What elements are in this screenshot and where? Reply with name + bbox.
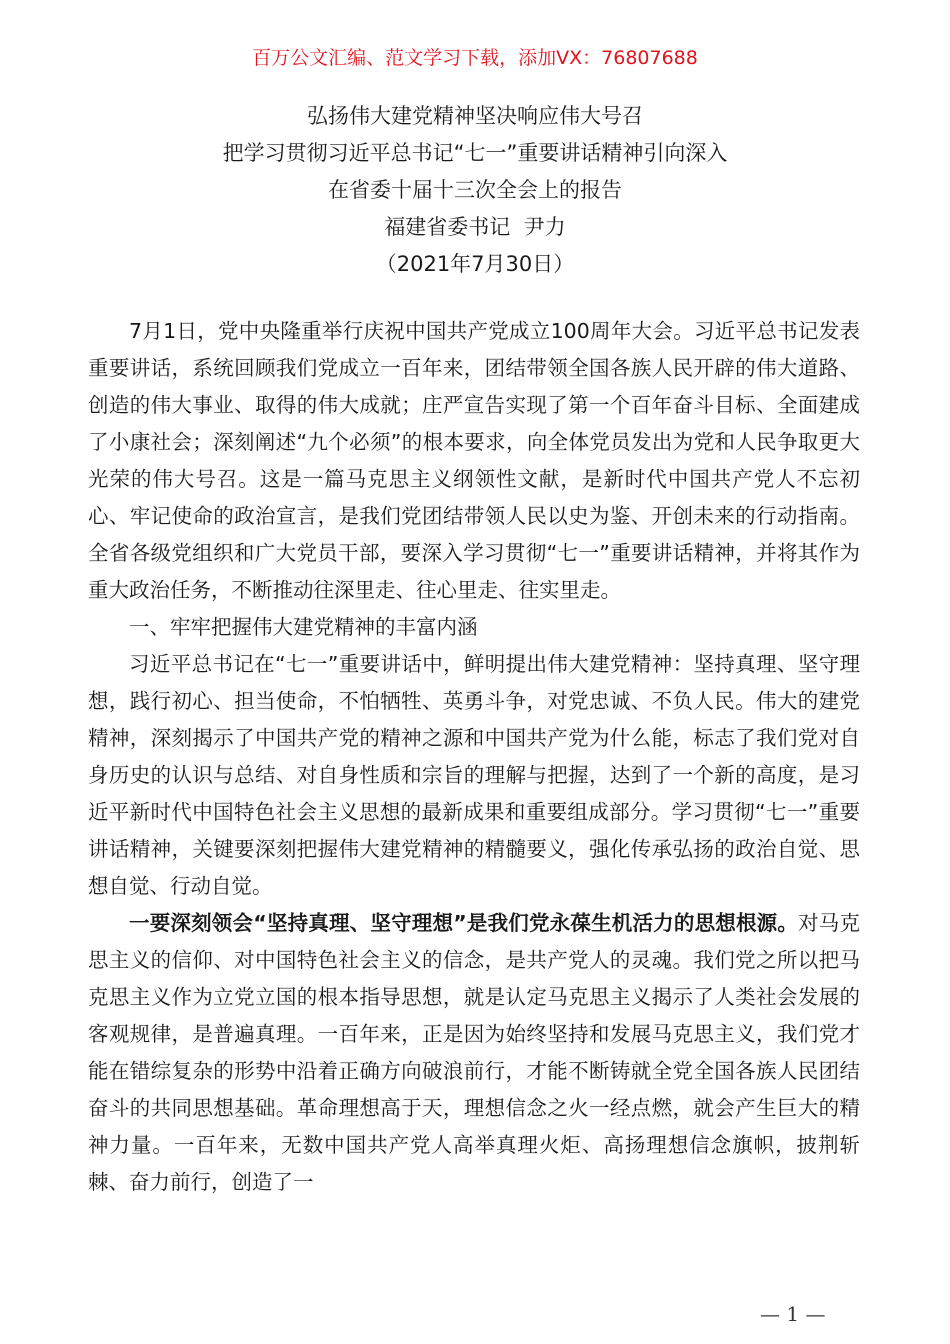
paragraph-intro: 7月1日，党中央隆重举行庆祝中国共产党成立100周年大会。习近平总书记发表重要讲话，系统回顾我们党成立一百年来，团结带领全国各族人民开辟的伟大道路、创造的伟大事业、取得的伟大成就；庄严宣告实现了第一个百年奋斗目标、全面建成了小康社会；深刻阐述“九个必须”的根本要求，向全体党员发出为党和人民争取更大光荣的伟大号召。这是一篇马克思主义纲领性文献，是新时代中国共产党人不忘初心、牢记使命的政治宣言，是我们党团结带领人民以史为鉴、开创未来的行动指南。全省各级党组织和广大党员干部，要深入学习贯彻“七一”重要讲话精神，并将其作为重大政治任务，不断推动往深里走、往心里走、往实里走。 <box>88 319 860 602</box>
subtitle: 把学习贯彻习近平总书记“七一”重要讲话精神引向深入 <box>222 141 728 165</box>
page-number: — 1 — <box>760 1302 826 1326</box>
report-occasion: 在省委十届十三次全会上的报告 <box>328 178 622 202</box>
document-body <box>88 313 860 1201</box>
section-heading-1: 一、牢牢把握伟大建党精神的丰富内涵 <box>129 615 478 639</box>
paragraph-lead-bold: 一要深刻领会“坚持真理、坚守理想”是我们党永葆生机活力的思想根源。 <box>129 911 799 935</box>
main-title: 弘扬伟大建党精神坚决响应伟大号召 <box>307 104 643 128</box>
author-line: 福建省委书记 尹力 <box>384 215 566 239</box>
paragraph-truth-ideals <box>88 905 860 1201</box>
watermark-text: 百万公文汇编、范文学习下载，添加VX：76807688 <box>252 47 698 69</box>
report-date: （2021年7月30日） <box>375 252 575 276</box>
watermark-banner <box>0 44 950 72</box>
paragraph-spirit: 习近平总书记在“七一”重要讲话中，鲜明提出伟大建党精神：坚持真理、坚守理想，践行初心、担当使命，不怕牺牲、英勇斗争，对党忠诚、不负人民。伟大的建党精神，深刻揭示了中国共产党的精神之源和中国共产党为什么能，标志了我们党对自身历史的认识与总结、对自身性质和宗旨的理解与把握，达到了一个新的高度，是习近平新时代中国特色社会主义思想的最新成果和重要组成部分。学习贯彻“七一”重要讲话精神，关键要深刻把握伟大建党精神的精髓要义，强化传承弘扬的政治自觉、思想自觉、行动自觉。 <box>88 652 860 898</box>
document-title-block <box>0 98 950 283</box>
paragraph-body-text: 对马克思主义的信仰、对中国特色社会主义的信念，是共产党人的灵魂。我们党之所以把马克思主义作为立党立国的根本指导思想，就是认定马克思主义揭示了人类社会发展的客观规律，是普遍真理。一百年来，正是因为始终坚持和发展马克思主义，我们党才能在错综复杂的形势中沿着正确方向破浪前行，才能不断铸就全党全国各族人民团结奋斗的共同思想基础。革命理想高于天，理想信念之火一经点燃，就会产生巨大的精神力量。一百年来，无数中国共产党人高举真理火炬、高扬理想信念旗帜，披荆斩棘、奋力前行，创造了一 <box>88 911 860 1194</box>
